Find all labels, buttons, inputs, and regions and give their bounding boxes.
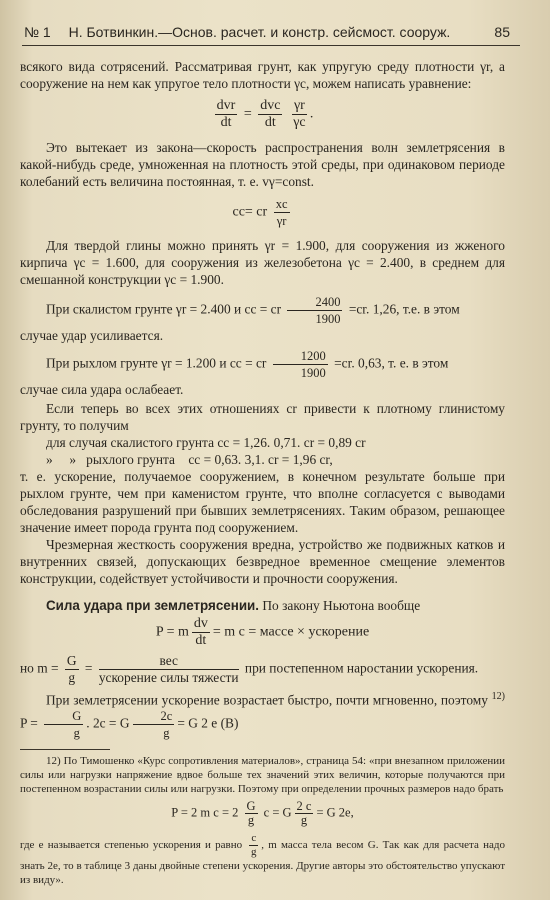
running-header: [24, 24, 510, 40]
numerator: 2 c: [296, 799, 312, 814]
equation-rhs: = m c = массе × ускорение: [212, 624, 370, 640]
fraction: [274, 196, 290, 229]
denominator: g: [73, 726, 80, 741]
list-line: » » рыхлого грунта cc = 0,63. 3,1. cr = 1,96 cr,: [46, 452, 333, 467]
text: = G 2 e (B): [177, 716, 239, 732]
section-title: Сила удара при землетрясении.: [46, 598, 260, 613]
denominator: dt: [195, 633, 207, 648]
fraction: [44, 708, 83, 741]
equation-lhs: но m =: [20, 660, 59, 676]
paragraph: всякого вида сотрясений. Рассматривая грунт, как упругую среду плотности γr, а сооружение на нем как упругое тело плотности γc, можем написать уравнение:: [20, 59, 505, 91]
denominator: ускорение силы тяжести: [98, 670, 239, 685]
paragraph: Если теперь во всех этих отношениях cr привести к плотному глинистому грунту, то получим: [20, 401, 505, 433]
text: При скалистом грунте γr = 2.400 и cc = cr: [46, 301, 282, 317]
paragraph: т. е. ускорение, получаемое сооружением, в конечном результате больше при рыхлом грунте, чем при каменистом грунте, что вполне согласуется с выводами обследования разрушений при бывших землетрясениях. Таким образом, решающее значение имеет порода грунта под сооружением.: [20, 469, 505, 535]
footnote-rule: [20, 749, 110, 750]
denominator: g: [300, 813, 308, 828]
fraction: [215, 98, 238, 131]
equals-sign: =: [84, 660, 93, 676]
fraction: [245, 800, 258, 827]
numerator: G: [66, 653, 77, 668]
fraction: [249, 832, 258, 859]
page-number: 85: [494, 24, 510, 40]
equals-sign: =: [243, 106, 252, 122]
text: =cr. 1,26, т.е. в этом: [348, 301, 460, 317]
fraction: [99, 653, 239, 686]
period: .: [309, 106, 314, 122]
numerator: dvr: [216, 98, 236, 113]
paragraph-loose-soil: [20, 348, 505, 381]
equation-4: [20, 653, 505, 686]
text: где e называется степенью ускорения и равно: [20, 839, 243, 852]
equation-1: [20, 98, 505, 131]
numerator: dv: [193, 616, 208, 631]
numerator: dvc: [260, 98, 281, 113]
equation-lhs: cc= cr: [232, 204, 268, 220]
numerator: γr: [293, 98, 305, 113]
text: По закону Ньютона вообще: [262, 598, 421, 613]
denominator: γc: [293, 115, 306, 130]
footnote-ref: 12): [491, 691, 505, 702]
numerator: 2c: [133, 708, 175, 725]
paragraph-rock-soil: [20, 294, 505, 327]
list-line: для случая скалистого грунта cc = 1,26. 0,71. cr = 0,89 cr: [46, 435, 366, 450]
fraction: [292, 98, 307, 131]
paragraph: Чрезмерная жесткость сооружения вредна, устройство же подвижных катков и внутренних связей, допускающих безвредное временное смещение элементов конструкции, содействует устойчивости и прочности сооружения.: [20, 537, 505, 586]
denominator: g: [68, 670, 76, 685]
denominator: 1900: [315, 312, 341, 326]
issue-number: № 1: [24, 24, 51, 40]
denominator: g: [247, 813, 255, 828]
text: c = G: [263, 805, 292, 820]
text: = G 2e,: [316, 805, 354, 820]
denominator: g: [251, 846, 257, 859]
paragraph-continuation: случае удар усиливается.: [20, 328, 164, 343]
footnote-equation: [20, 800, 505, 827]
paragraph: Для твердой глины можно принять γr = 1.900, для сооружения из жженого кирпича γc = 1.600, для сооружения из железобетона γc = 2.400, в среднем для смешанной конструкции γc = 1.900.: [20, 238, 505, 287]
fraction: [295, 800, 314, 827]
fraction: [273, 348, 328, 381]
numerator: 2400: [287, 294, 342, 311]
fraction: [65, 653, 79, 686]
text: при постепенном наростании ускорения.: [244, 660, 479, 676]
equation-2: [20, 196, 505, 229]
footnote-text: 12) По Тимошенко «Курс сопротивления материалов», страница 54: «при внезапном приложении силы или нагрузки напряжение вдвое больше тех значений этих величин, которые получаются при постепенном возрастании силы или нагрузки. Поэтому при определении прочных размеров надо брать: [20, 755, 505, 796]
text: P = 2 m c = 2: [171, 805, 239, 820]
text: , m масса тела весом G. Так как для расчета надо знать 2e, то в таблице 3 даны двойные степени ускорения. Другие авторы это обстоятельство упускают из виду».: [20, 839, 505, 887]
text: . 2c = G: [86, 716, 130, 732]
denominator: g: [163, 726, 170, 741]
fraction: [258, 98, 282, 131]
fraction: [192, 616, 210, 649]
fraction: [133, 708, 175, 741]
denominator: 1900: [300, 366, 326, 380]
section-paragraph: [20, 597, 505, 614]
paragraph: Это вытекает из закона—скорость распространения волн землетрясения в какой-нибудь среде, умноженная на плотность этой среды, при одинаковом периоде колебаний есть величина постоянная, т. е. vγ=const.: [20, 140, 505, 189]
paragraph-continuation: случае сила удара ослабеает.: [20, 382, 184, 397]
equation-lhs: P = m: [155, 624, 189, 640]
numerator: xc: [275, 197, 288, 211]
text: P =: [20, 716, 38, 732]
text: При землетрясении ускорение возрастает быстро, почти мгновенно, поэтому: [46, 692, 488, 708]
footnote: [20, 754, 505, 887]
numerator: c: [251, 832, 257, 845]
header-rule: [22, 45, 520, 46]
text: При рыхлом грунте γr = 1.200 и cc = cr: [46, 355, 267, 371]
article-body: [20, 58, 505, 887]
numerator: вес: [99, 653, 239, 670]
equation-3: [20, 616, 505, 649]
numerator: G: [44, 708, 83, 725]
header-title: Н. Ботвинкин.—Основ. расчет. и констр. сейсмост. сооруж.: [68, 24, 451, 40]
fraction: [287, 294, 342, 327]
footnote-text: [20, 832, 505, 887]
numerator: 1200: [273, 348, 328, 365]
denominator: dt: [220, 115, 232, 130]
text: =cr. 0,63, т. е. в этом: [334, 355, 449, 371]
denominator: γr: [276, 214, 287, 228]
paragraph: [20, 688, 505, 741]
denominator: dt: [264, 115, 276, 130]
numerator: G: [246, 799, 256, 814]
